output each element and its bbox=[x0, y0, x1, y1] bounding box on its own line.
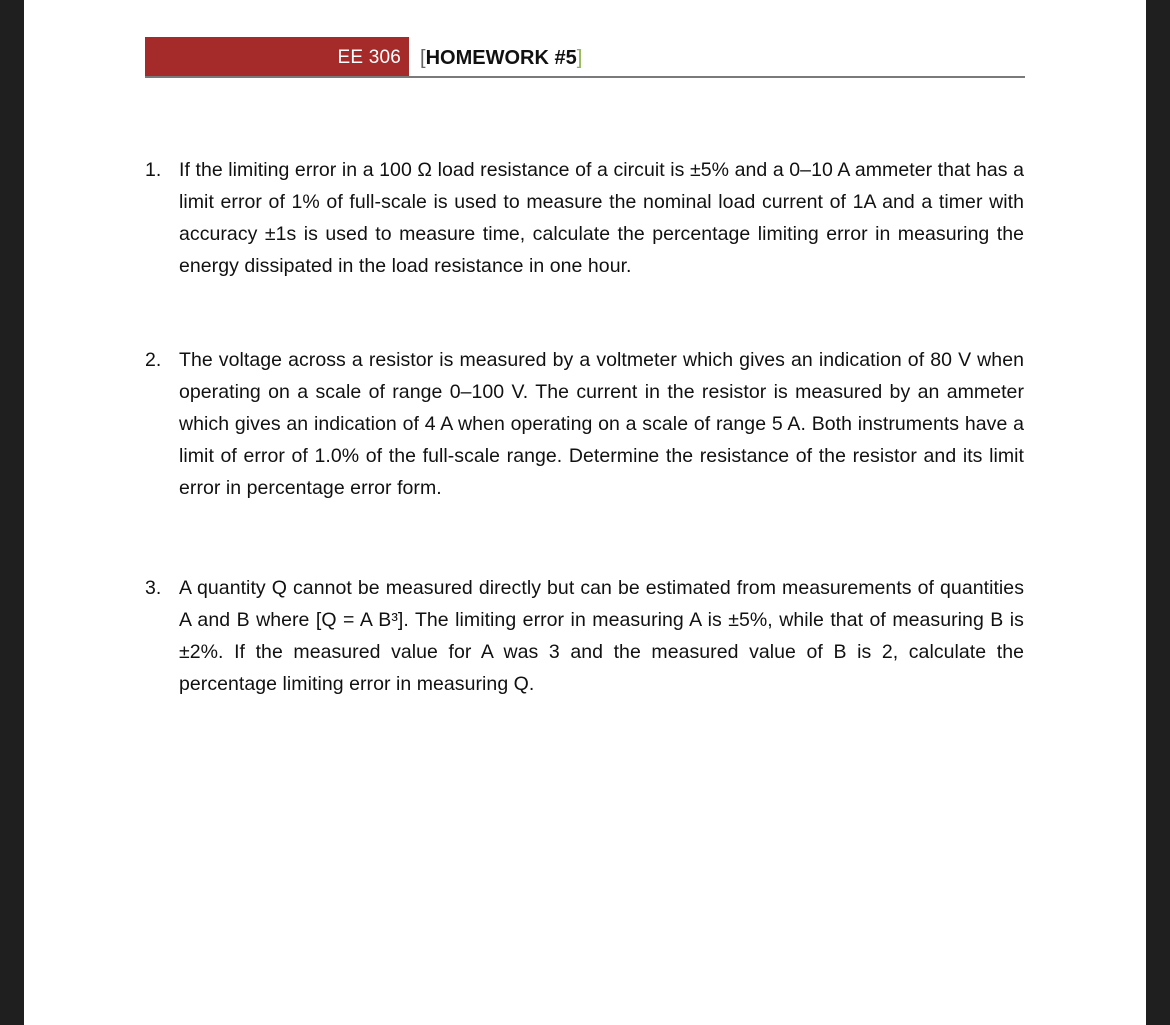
course-code: EE 306 bbox=[337, 47, 401, 68]
document-page bbox=[24, 0, 1146, 1025]
homework-title-text: HOMEWORK #5 bbox=[425, 47, 577, 69]
question-number: 2. bbox=[145, 349, 162, 371]
page-header bbox=[145, 36, 1025, 78]
question-text: A quantity Q cannot be measured directly but can be estimated from measurements of quantities A and B where [Q = A B³]. The limiting error in measuring A is ±5%, while that of measuring B is ±2%. If the measured value for A was 3 and the measured value of B is 2, calculate the percentage limiting error in measuring Q. bbox=[179, 577, 1024, 695]
question-text: If the limiting error in a 100 Ω load resistance of a circuit is ±5% and a 0–10 A ammeter that has a limit error of 1% of full-scale is used to measure the nominal load current of 1A and a timer with accuracy ±1s is used to measure time, calculate the percentage limiting error in measuring the energy dissipated in the load resistance in one hour. bbox=[179, 159, 1024, 277]
question-number: 1. bbox=[145, 159, 162, 181]
question-text: The voltage across a resistor is measured by a voltmeter which gives an indication of 80 V when operating on a scale of range 0–100 V. The current in the resistor is measured by an ammeter which gives an indication of 4 A when operating on a scale of range 5 A. Both instruments have a limit of error of 1.0% of the full-scale range. Determine the resistance of the resistor and its limit error in percentage error form. bbox=[179, 349, 1024, 499]
header-divider bbox=[145, 76, 1025, 78]
title-bracket-close: ] bbox=[576, 47, 583, 69]
question-number: 3. bbox=[145, 577, 162, 599]
title-bracket-open: [ bbox=[420, 47, 426, 69]
homework-title bbox=[420, 37, 582, 77]
